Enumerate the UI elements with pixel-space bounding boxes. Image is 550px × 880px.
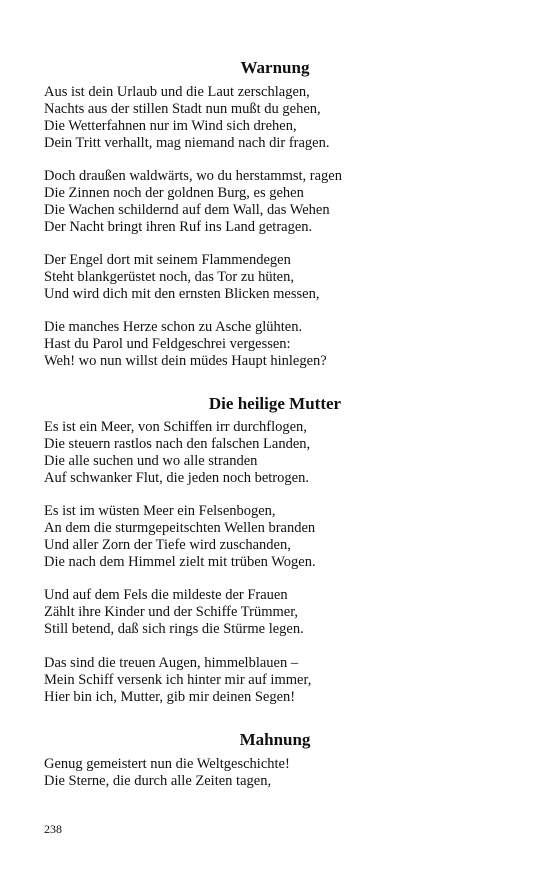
verse-line: Hier bin ich, Mutter, gib mir deinen Segen! [44,689,296,705]
stanza [44,319,524,370]
verse-line: Steht blankgerüstet noch, das Tor zu hüten, [44,269,294,285]
verse-line: Die Wachen schildernd auf dem Wall, das Wehen [44,202,330,218]
verse-line: Die alle suchen und wo alle stranden [44,453,258,469]
verse-line: Nachts aus der stillen Stadt nun mußt du gehen, [44,101,321,117]
verse-line: Und auf dem Fels die mildeste der Frauen [44,587,288,603]
verse-line: Es ist im wüsten Meer ein Felsenbogen, [44,503,276,519]
verse-line: Aus ist dein Urlaub und die Laut zerschlagen, [44,84,310,100]
verse-line: Und wird dich mit den ernsten Blicken messen, [44,286,320,302]
verse-line: Still betend, daß sich rings die Stürme legen. [44,621,304,637]
stanza [44,756,524,790]
stanza [44,252,524,303]
stanza [44,84,524,152]
verse-line: Genug gemeistert nun die Weltgeschichte! [44,756,290,772]
verse-line: Die steuern rastlos nach den falschen Landen, [44,436,311,452]
verse-line: Die Zinnen noch der goldnen Burg, es gehen [44,185,304,201]
verse-line: Mein Schiff versenk ich hinter mir auf immer, [44,672,312,688]
stanza [44,419,524,487]
verse-line: Die Wetterfahnen nur im Wind sich drehen, [44,118,297,134]
stanza [44,655,524,706]
verse-line: Die nach dem Himmel zielt mit trüben Wogen. [44,554,316,570]
verse-line: An dem die sturmgepeitschten Wellen branden [44,520,316,536]
verse-line: Hast du Parol und Feldgeschrei vergessen: [44,336,291,352]
verse-line: Das sind die treuen Augen, himmelblauen – [44,655,299,671]
stanza [44,587,524,638]
verse-line: Doch draußen waldwärts, wo du herstammst, ragen [44,168,342,184]
poem-title-die-heilige-mutter: Die heilige Mutter [208,394,342,413]
stanza [44,168,524,236]
verse-line: Die Sterne, die durch alle Zeiten tagen, [44,773,272,789]
verse-line: Der Nacht bringt ihren Ruf ins Land getragen. [44,219,313,235]
verse-line: Der Engel dort mit seinem Flammendegen [44,252,291,268]
page-number: 238 [44,822,62,836]
stanza [44,503,524,571]
poem-title-mahnung: Mahnung [239,730,311,749]
verse-line: Auf schwanker Flut, die jeden noch betrogen. [44,470,309,486]
verse-line: Dein Tritt verhallt, mag niemand nach dir fragen. [44,135,330,151]
verse-line: Zählt ihre Kinder und der Schiffe Trümmer, [44,604,299,620]
verse-line: Die manches Herze schon zu Asche glühten. [44,319,303,335]
poem-title-warnung: Warnung [240,58,310,77]
verse-line: Weh! wo nun willst dein müdes Haupt hinlegen? [44,353,327,369]
verse-line: Es ist ein Meer, von Schiffen irr durchflogen, [44,419,307,435]
verse-line: Und aller Zorn der Tiefe wird zuschanden, [44,537,291,553]
